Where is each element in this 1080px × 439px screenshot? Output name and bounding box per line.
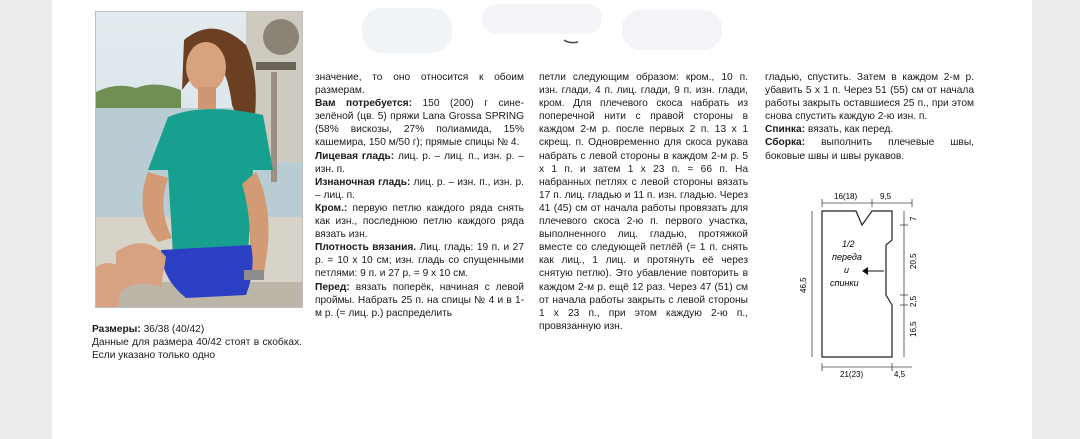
- top-width-label: 16(18): [834, 192, 858, 201]
- bottom-width-label: 21(23): [840, 370, 864, 379]
- text-column-2: [539, 71, 748, 333]
- intro-text: значение, то оно относится к обоим размерам.: [315, 72, 524, 97]
- sizes-note: Данные для размера 40/42 стоят в скобках. Если указано только одно: [92, 337, 302, 362]
- density-text: Лиц. гладь: 19 п. и 27 р. = 10 х 10 см; изн. гладь со спущенными петлями: 9 п. и 27 р. = 9 х 10 см.: [315, 242, 524, 280]
- arrow-head-icon: [862, 267, 868, 275]
- right-bottom-label: 16,5: [909, 321, 918, 337]
- bottom-right-label: 4,5: [894, 370, 906, 379]
- sizes-paragraph: [92, 323, 302, 362]
- edge-text: первую петлю каждого ряда снять как изн., последнюю петлю каждого ряда вязать изн.: [315, 202, 524, 241]
- back-label: Спинка:: [765, 124, 806, 136]
- edge-label: Кром.:: [315, 202, 348, 214]
- front-instructions-end: гладью, спустить. Затем в каждом 2-м р. убавить 5 х 1 п. Через 51 (55) см от начала работы закрыть оставшиеся 25 п., при этом снова спустить каждую 2-ю изн. п.: [765, 72, 974, 123]
- front-text: вязать поперёк, начиная с левой проймы. Набрать 25 п. на спицы № 4 и в 1-м р. (= лиц. р.) распределить: [315, 281, 524, 319]
- piece-label-line1: 1/2: [842, 239, 855, 249]
- front-instructions-continued: петли следующим образом: кром., 10 п. изн. глади, 4 п. лиц. глади, 9 п. изн. глади, кром. Для плечевого скоса набрать из поперечной нити с правой стороны в каждом 2-м р. после первых 2 п. 13 х 1 скрещ. п. Одновременно для скоса рукава набрать с левой стороны в каждом 2-м р. 5 х 1 п. и затем 1 х 23 п. = 66 п. На набранных петлях с левой стороны вязать 17 п. лиц. гладью и 11 п. изн. гладью. Через 41 (45) см от начала работы провязать для плечевого скоса 2-ю п. первого участка, выполненного лиц. гладью, протяжкой вместе со следующей петлёй (= 1 п. снять как лиц., 1 лиц. и протянуть её через снятую петлю). Это убавление повторить в каждом 2-м р. ещё 12 раз. Через 47 (51) см от начала работы закрыть с левой стороны 1 х 23 п., при этом каждую 2-ю п., провязанную изн.: [539, 72, 748, 332]
- face-stitch-label: Лицевая гладь:: [315, 150, 395, 162]
- purl-stitch-label: Изнаночная гладь:: [315, 176, 411, 188]
- model-photo: [95, 11, 303, 308]
- woman-in-teal-top-image: [96, 12, 302, 307]
- assembly-label: Сборка:: [765, 137, 806, 149]
- right-notch-label: 2,5: [909, 295, 918, 307]
- right-top-label: 7: [909, 216, 918, 221]
- face-stitch-text: лиц. р. – лиц. п., изн. р. – изн. п.: [315, 150, 524, 175]
- front-label: Перед:: [315, 281, 350, 293]
- piece-label-line3: и: [844, 265, 850, 275]
- magazine-page: [52, 0, 1032, 439]
- right-mid-label: 20,5: [909, 253, 918, 269]
- text-column-3: [765, 71, 974, 163]
- text-column-1: [315, 71, 524, 320]
- purl-stitch-text: лиц. р. – изн. п., изн. р. – лиц. п.: [315, 176, 524, 201]
- sizes-label: Размеры:: [92, 324, 141, 335]
- faded-background-shapes: [302, 0, 742, 60]
- pattern-schematic: [792, 185, 922, 380]
- assembly-text: выполнить плечевые швы, боковые швы и швы рукавов.: [765, 137, 974, 162]
- sizes-value: 36/38 (40/42): [140, 324, 205, 335]
- piece-label-line2: переда: [832, 252, 862, 262]
- needed-label: Вам потребуется:: [315, 98, 413, 110]
- back-text: вязать, как перед.: [805, 124, 894, 136]
- density-label: Плотность вязания.: [315, 242, 417, 254]
- top-right-label: 9,5: [880, 192, 892, 201]
- piece-label-line4: спинки: [830, 278, 859, 288]
- needed-text: 150 (200) г сине-зелёной (цв. 5) пряжи Lana Grossa SPRING (58% вискозы, 27% полиамида, 15% кашемира, 150 м/50 г); прямые спицы № 4.: [315, 98, 524, 149]
- height-total-label: 46,5: [799, 277, 808, 293]
